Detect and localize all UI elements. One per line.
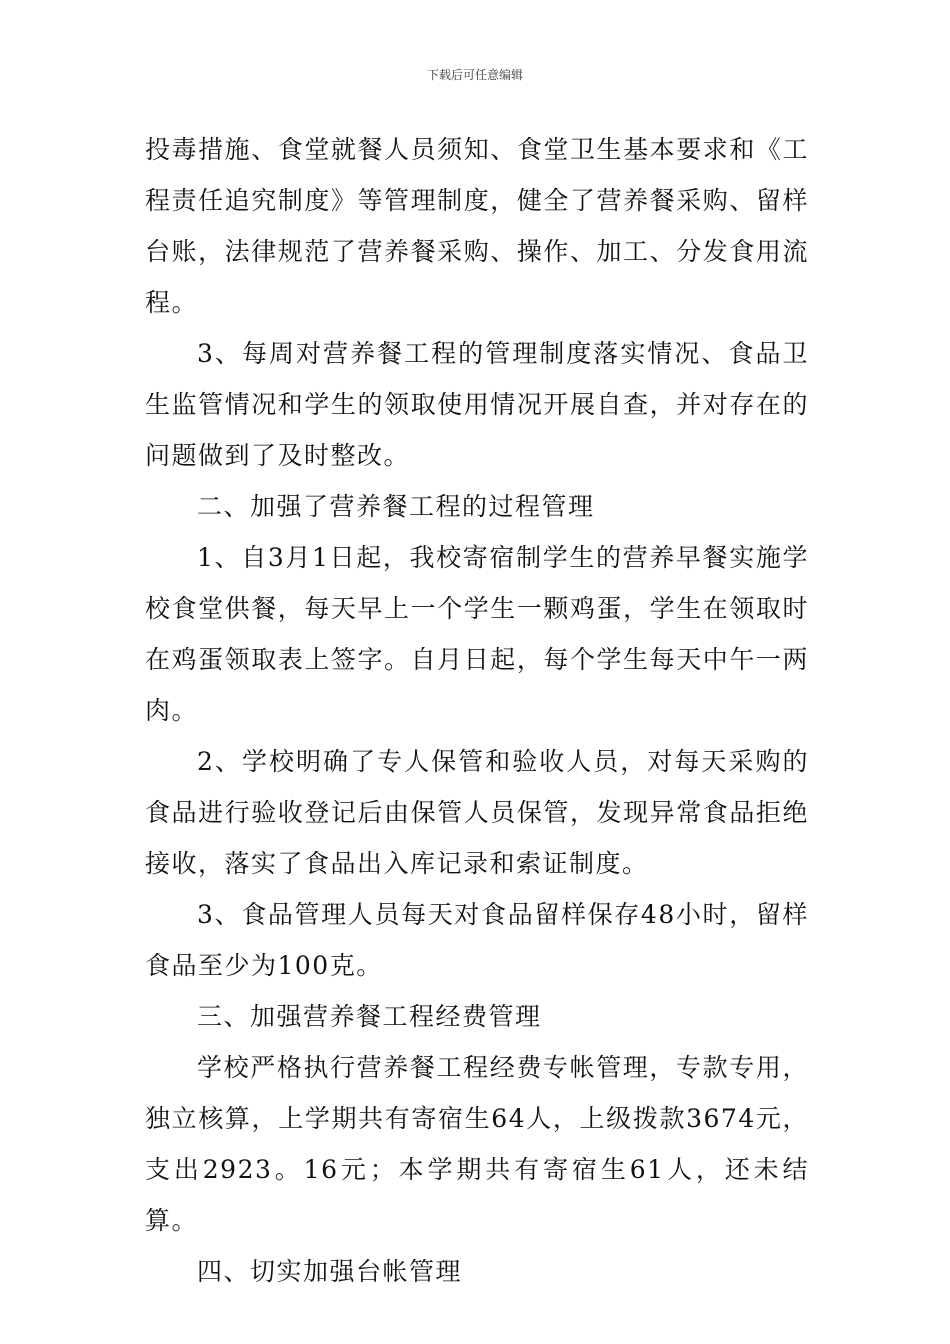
page-header: 下载后可任意编辑 [426,68,523,82]
paragraph: 3、食品管理人员每天对食品留样保存48小时，留样食品至少为100克。 [145,900,809,980]
document-body [145,124,809,1297]
paragraph: 学校严格执行营养餐工程经费专帐管理，专款专用，独立核算，上学期共有寄宿生64人，上级拨款3674元，支出2923。16元；本学期共有寄宿生61人，还未结算。 [145,1053,809,1235]
paragraph: 3、每周对营养餐工程的管理制度落实情况、食品卫生监管情况和学生的领取使用情况开展自查，并对存在的问题做到了及时整改。 [145,339,809,470]
section-heading: 三、加强营养餐工程经费管理 [197,1002,542,1031]
paragraph: 1、自3月1日起，我校寄宿制学生的营养早餐实施学校食堂供餐，每天早上一个学生一颗鸡蛋，学生在领取时在鸡蛋领取表上签字。自月日起，每个学生每天中午一两肉。 [145,543,809,725]
paragraph: 投毒措施、食堂就餐人员须知、食堂卫生基本要求和《工程责任追究制度》等管理制度，健全了营养餐采购、留样台账，法律规范了营养餐采购、操作、加工、分发食用流程。 [145,135,809,317]
section-heading: 二、加强了营养餐工程的过程管理 [197,492,595,521]
paragraph: 2、学校明确了专人保管和验收人员，对每天采购的食品进行验收登记后由保管人员保管，发现异常食品拒绝接收，落实了食品出入库记录和索证制度。 [145,747,809,878]
section-heading: 四、切实加强台帐管理 [197,1257,463,1286]
